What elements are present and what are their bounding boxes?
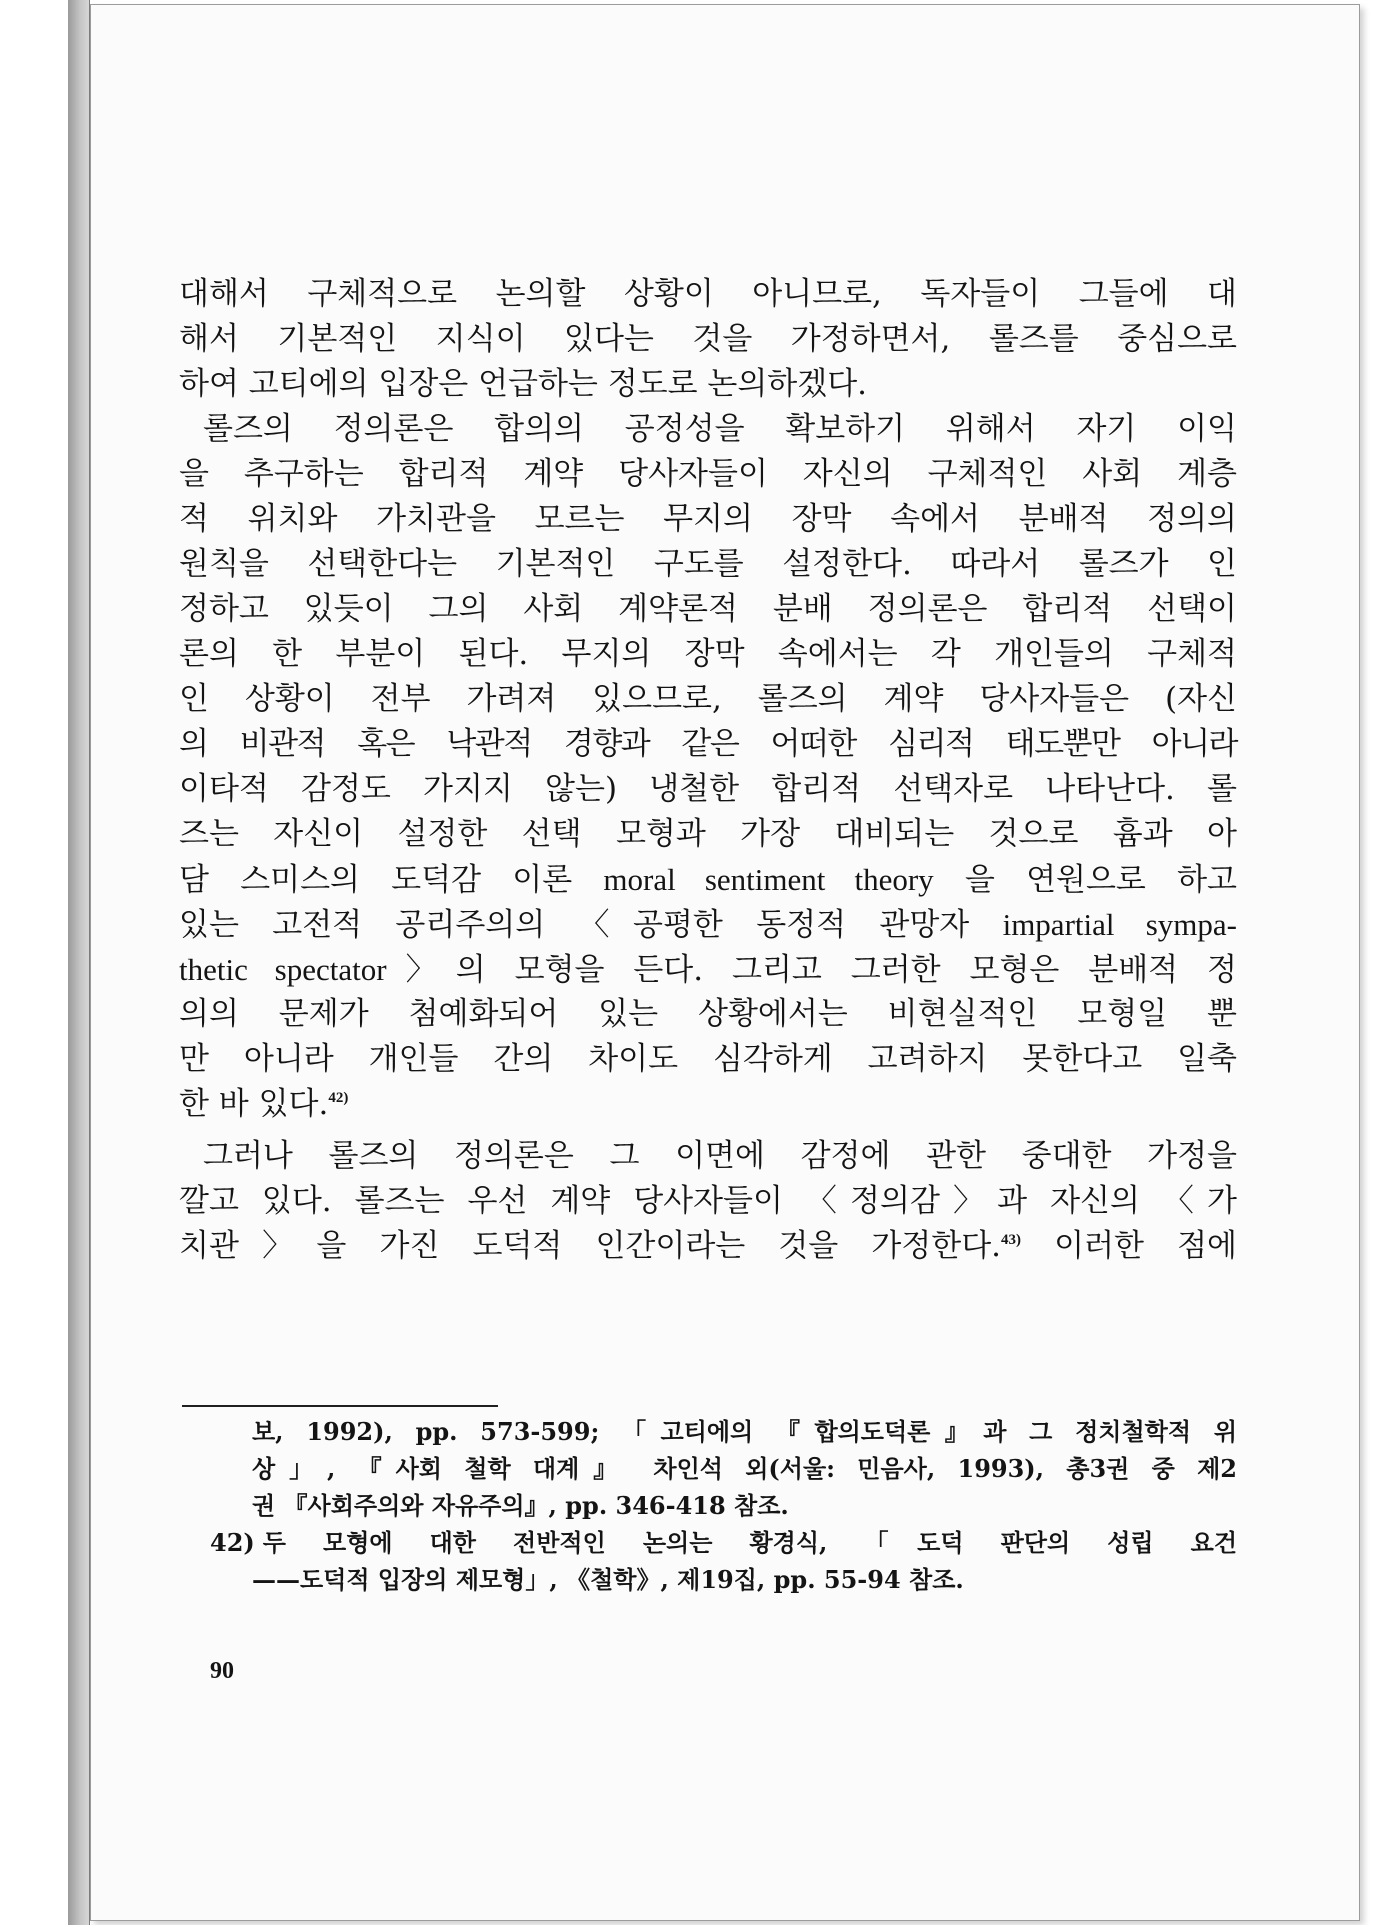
text-line: 만 아니라 개인들 간의 차이도 심각하게 고려하지 못한다고 일축	[179, 1041, 1237, 1077]
text-line: 의의 문제가 첨예화되어 있는 상황에서는 비현실적인 모형일 뿐	[179, 996, 1237, 1032]
text-segment: 〉의 모형을 든다. 그리고 그러한 모형은 분배적 정	[386, 952, 1238, 988]
footnote-line: 보, 1992), pp. 573-599; 「고티에의 『합의도덕론』과 그 정치철학적 위	[252, 1417, 1237, 1446]
text-segment: 한 바 있다.	[179, 1086, 329, 1122]
text-line: 이타적 감정도 가지지 않는) 냉철한 합리적 선택자로 나타난다. 롤	[179, 771, 1237, 807]
text-line: 론의 한 부분이 된다. 무지의 장막 속에서는 각 개인들의 구체적	[179, 636, 1237, 672]
text-line: 하여 고티에의 입장은 언급하는 정도로 논의하겠다.	[179, 366, 867, 402]
english-term: thetic spectator	[179, 952, 387, 987]
english-term: moral sentiment theory	[603, 862, 934, 897]
footnote-ref: 43)	[1001, 1232, 1021, 1248]
text-segment: 치관〉을 가진 도덕적 인간이라는 것을 가정한다.	[179, 1228, 1001, 1264]
footnote-42	[210, 1524, 1237, 1561]
paragraph-gap	[179, 1127, 1237, 1134]
text-line: 의 비관적 혹은 낙관적 경향과 같은 어떠한 심리적 태도뿐만 아니라	[179, 726, 1237, 762]
text-line: 정하고 있듯이 그의 사회 계약론적 분배 정의론은 합리적 선택이	[179, 591, 1237, 627]
text-segment: 을 연원으로 하고	[964, 862, 1237, 898]
text-line: 적 위치와 가치관을 모르는 무지의 장막 속에서 분배적 정의의	[179, 501, 1237, 537]
footnote-number: 42)	[210, 1528, 255, 1557]
text-line	[179, 1224, 1237, 1269]
footnote-separator	[182, 1405, 498, 1407]
footnote-line: 권 『사회주의와 자유주의』, pp. 346-418 참조.	[252, 1491, 789, 1520]
text-line	[179, 857, 1237, 902]
book-spine-edge	[68, 0, 90, 1925]
text-line: 을 추구하는 합리적 계약 당사자들이 자신의 구체적인 사회 계층	[179, 456, 1237, 492]
text-segment: 이러한 점에	[1021, 1228, 1237, 1264]
text-line	[179, 1082, 1237, 1127]
text-line: 그러나 롤즈의 정의론은 그 이면에 감정에 관한 중대한 가정을	[203, 1138, 1237, 1174]
footnote-text: 두 모형에 대한 전반적인 논의는 황경식, 「도덕 판단의 성립 요건	[262, 1528, 1237, 1557]
text-line: 해서 기본적인 지식이 있다는 것을 가정하면서, 롤즈를 중심으로	[179, 321, 1237, 357]
body-text	[179, 272, 1237, 1269]
text-segment: 있는 고전적 공리주의의 〈공평한 동정적 관망자	[179, 907, 970, 943]
text-line: 대해서 구체적으로 논의할 상황이 아니므로, 독자들이 그들에 대	[179, 276, 1237, 312]
page-number: 90	[210, 1658, 234, 1684]
footnote-line: ——도덕적 입장의 제모형」, 《철학》, 제19집, pp. 55-94 참조.	[252, 1565, 964, 1594]
text-line: 즈는 자신이 설정한 선택 모형과 가장 대비되는 것으로 흄과 아	[179, 816, 1237, 852]
text-line: 롤즈의 정의론은 합의의 공정성을 확보하기 위해서 자기 이익	[203, 411, 1237, 447]
text-line: 원칙을 선택한다는 기본적인 구도를 설정한다. 따라서 롤즈가 인	[179, 546, 1237, 582]
footnote-ref: 42)	[328, 1090, 349, 1106]
footnote-line: 상」, 『사회 철학 대계』 차인석 외(서울: 민음사, 1993), 총3권 중 제2	[252, 1454, 1237, 1483]
text-line	[179, 947, 1237, 992]
text-line: 인 상황이 전부 가려져 있으므로, 롤즈의 계약 당사자들은 (자신	[179, 681, 1237, 717]
english-term: impartial sympa-	[1002, 907, 1237, 942]
text-line: 깔고 있다. 롤즈는 우선 계약 당사자들이 〈정의감〉과 자신의 〈가	[179, 1183, 1237, 1219]
text-line	[179, 902, 1237, 947]
footnotes	[210, 1413, 1237, 1598]
text-segment: 담 스미스의 도덕감 이론	[179, 862, 573, 898]
